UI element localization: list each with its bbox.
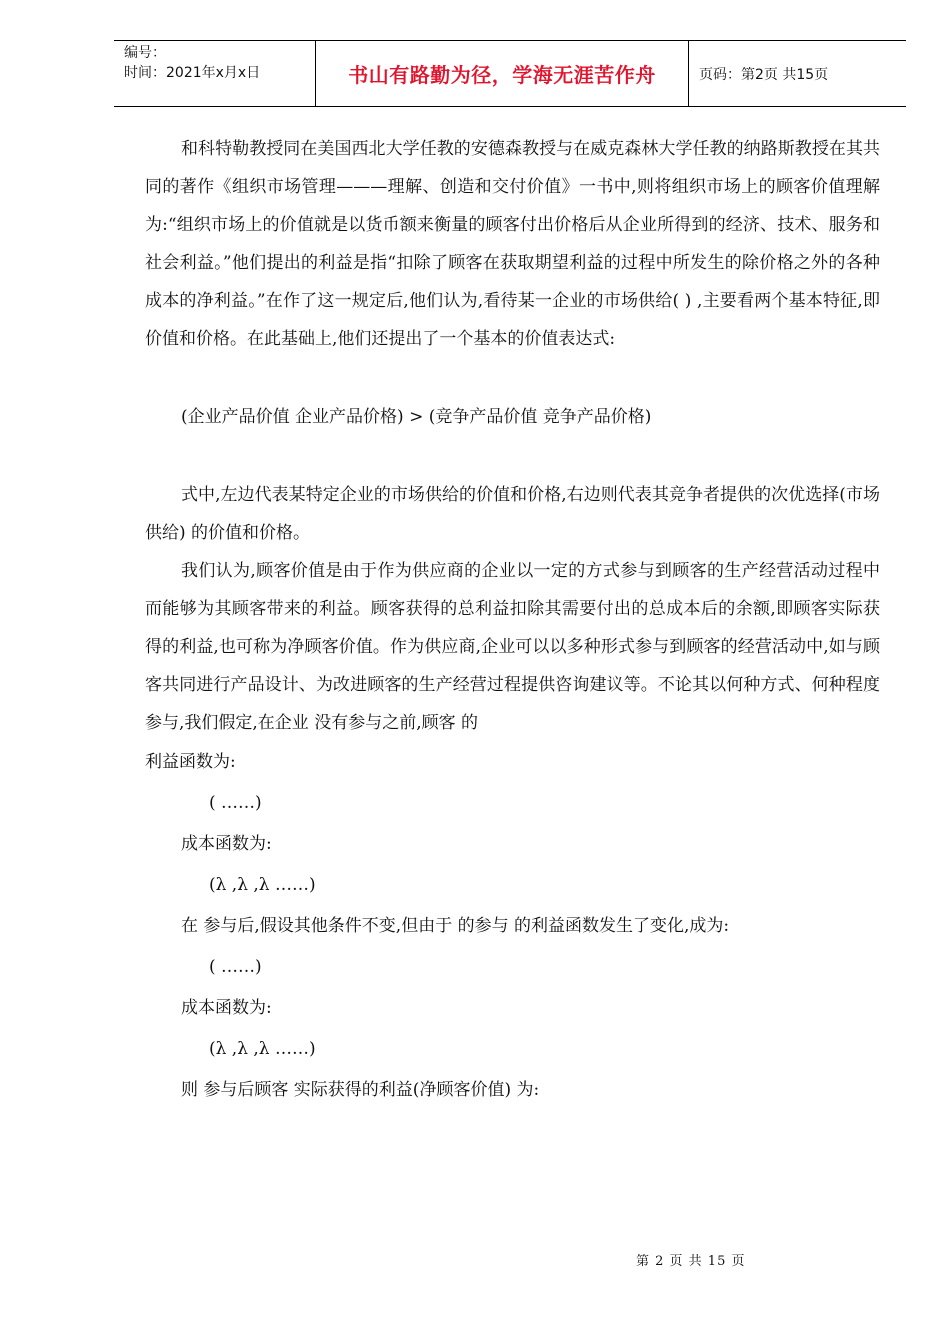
header-page-info [689,41,906,106]
header-motto: 书山有路勤为径，学海无涯苦作舟 [348,63,656,87]
net-value-text: 则 参与后顾客 实际获得的利益(净顾客价值) 为: [181,1080,540,1100]
cost-function-formula: (λ ,λ ,λ ……) [209,875,316,895]
header-meta [114,41,316,106]
new-cost-function-formula: (λ ,λ ,λ ……) [209,1039,316,1059]
paragraph-2: 式中,左边代表某特定企业的市场供给的价值和价格,右边则代表其竞争者提供的次优选择(市场供给) 的价值和价格。 [145,485,880,543]
date-label: 时间：2021年x月x日 [124,65,261,81]
paragraph-1: 和科特勒教授同在美国西北大学任教的安德森教授与在威克森林大学任教的纳路斯教授在其共同的著作《组织市场管理———理解、创造和交付价值》一书中,则将组织市场上的顾客价值理解为:“组织市场上的价值就是以货币额来衡量的顾客付出价格后从企业所得到的经济、技术、服务和社会利益。”他们提出的利益是指“扣除了顾客在获取期望利益的过程中所发生的除价格之外的各种成本的净利益。”在作了这一规定后,他们认为,看待某一企业的市场供给( ) ,主要看两个基本特征,即价值和价格。在此基础上,他们还提出了一个基本的价值表达式: [145,139,880,349]
page-header [114,40,906,107]
new-cost-function-label: 成本函数为: [181,998,272,1018]
page-info-text: 页码：第2页 共15页 [699,66,829,83]
value-formula: (企业产品价值 企业产品价格) > (竞争产品价值 竞争产品价格) [181,407,652,427]
paragraph-3: 我们认为,顾客价值是由于作为供应商的企业以一定的方式参与到顾客的生产经营活动过程中而能够为其顾客带来的利益。顾客获得的总利益扣除其需要付出的总成本后的余额,即顾客实际获得的利益,也可称为净顾客价值。作为供应商,企业可以以多种形式参与到顾客的经营活动中,如与顾客共同进行产品设计、为改进顾客的生产经营过程提供咨询建议等。不论其以何种方式、何种程度参与,我们假定,在企业 没有参与之前,顾客 的 [145,561,880,733]
footer-page-number: 第 2 页 共 15 页 [636,1254,746,1269]
serial-number-label: 编号： [124,45,166,61]
cost-function-label: 成本函数为: [181,834,272,854]
header-motto-cell [316,41,689,106]
benefit-function-label: 利益函数为: [145,752,236,772]
benefit-function-formula: ( ……) [209,793,262,813]
new-benefit-function-formula: ( ……) [209,957,262,977]
after-participation-text: 在 参与后,假设其他条件不变,但由于 的参与 的利益函数发生了变化,成为: [181,916,730,936]
document-body [145,130,880,1111]
